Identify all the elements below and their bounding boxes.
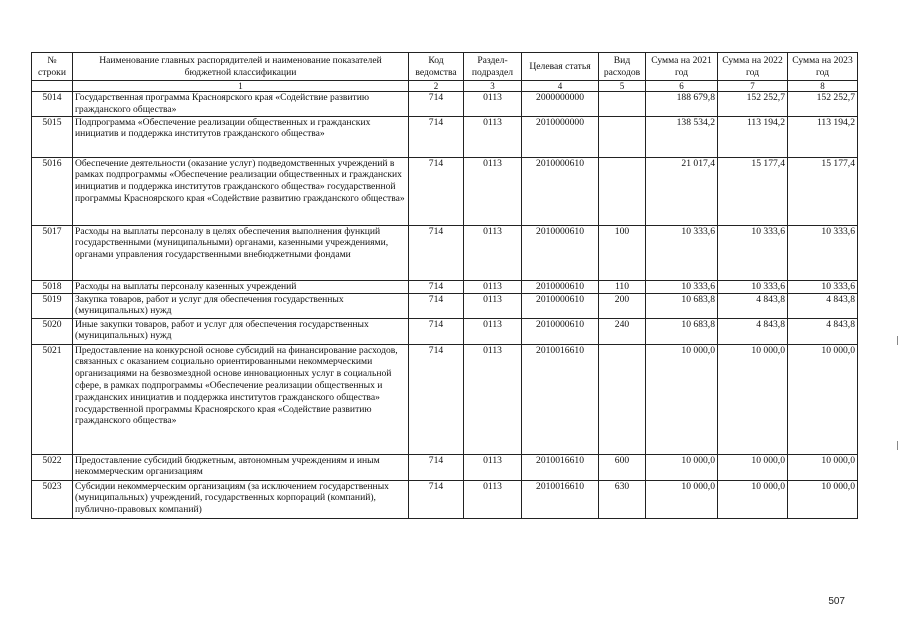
- header-sum-2021: Сумма на 2021 год: [646, 53, 718, 81]
- row-section: 0113: [464, 116, 522, 157]
- row-section: 0113: [464, 157, 522, 225]
- row-type: 630: [599, 480, 646, 518]
- row-section: 0113: [464, 318, 522, 344]
- row-sum-2023: 10 333,6: [788, 280, 858, 293]
- row-number: 5022: [32, 454, 73, 480]
- row-sum-2023: 10 000,0: [788, 480, 858, 518]
- row-number: 5018: [32, 280, 73, 293]
- row-section: 0113: [464, 454, 522, 480]
- row-sum-2022: 113 194,2: [718, 116, 788, 157]
- row-type: 200: [599, 293, 646, 318]
- row-sum-2021: 10 000,0: [646, 344, 718, 454]
- row-sum-2022: 10 000,0: [718, 454, 788, 480]
- row-code: 714: [409, 116, 464, 157]
- row-type: [599, 116, 646, 157]
- row-section: 0113: [464, 293, 522, 318]
- column-number: 4: [522, 81, 599, 92]
- row-section: 0113: [464, 225, 522, 280]
- row-sum-2021: 10 000,0: [646, 480, 718, 518]
- row-target: 2010000610: [522, 318, 599, 344]
- row-target: 2010000610: [522, 157, 599, 225]
- row-name: Субсидии некоммерческим организациям (за исключением государственных (муниципальных) учреждений, государственных корпораций (компаний), публично-правовых компаний): [73, 480, 409, 518]
- table-row: [32, 454, 858, 480]
- row-code: 714: [409, 344, 464, 454]
- table-row: [32, 225, 858, 280]
- header-sum-2022: Сумма на 2022 год: [718, 53, 788, 81]
- column-number: 7: [718, 81, 788, 92]
- row-name: Государственная программа Красноярского края «Содействие развитию гражданского общества»: [73, 92, 409, 117]
- column-number: 8: [788, 81, 858, 92]
- row-code: 714: [409, 280, 464, 293]
- row-sum-2023: 113 194,2: [788, 116, 858, 157]
- page-number: 507: [828, 596, 845, 607]
- scan-edge-mark: [897, 336, 898, 345]
- row-code: 714: [409, 225, 464, 280]
- column-number: 1: [73, 81, 409, 92]
- row-sum-2023: 15 177,4: [788, 157, 858, 225]
- row-sum-2021: 10 000,0: [646, 454, 718, 480]
- row-number: 5017: [32, 225, 73, 280]
- row-code: 714: [409, 454, 464, 480]
- row-sum-2022: 152 252,7: [718, 92, 788, 117]
- row-name: Иные закупки товаров, работ и услуг для обеспечения государственных (муниципальных) нужд: [73, 318, 409, 344]
- row-section: 0113: [464, 480, 522, 518]
- table-row: [32, 157, 858, 225]
- row-sum-2021: 10 333,6: [646, 280, 718, 293]
- row-sum-2022: 4 843,8: [718, 293, 788, 318]
- budget-table: [31, 52, 858, 519]
- table-row: [32, 318, 858, 344]
- row-type: [599, 92, 646, 117]
- row-target: 2010000610: [522, 280, 599, 293]
- row-name: Обеспечение деятельности (оказание услуг) подведомственных учреждений в рамках подпрограммы «Обеспечение реализации общественных и гражданских инициатив и поддержка институтов гражданского общества» государственной программы Красноярского края «Содействие развитию гражданского общества»: [73, 157, 409, 225]
- column-number: 6: [646, 81, 718, 92]
- row-number: 5016: [32, 157, 73, 225]
- row-section: 0113: [464, 92, 522, 117]
- row-sum-2021: 138 534,2: [646, 116, 718, 157]
- row-type: 110: [599, 280, 646, 293]
- row-sum-2022: 10 000,0: [718, 344, 788, 454]
- header-row: [32, 53, 858, 81]
- row-number: 5020: [32, 318, 73, 344]
- row-sum-2023: 4 843,8: [788, 318, 858, 344]
- column-number: [32, 81, 73, 92]
- row-type: 100: [599, 225, 646, 280]
- row-type: 600: [599, 454, 646, 480]
- table-row: [32, 92, 858, 117]
- row-sum-2021: 21 017,4: [646, 157, 718, 225]
- row-name: Расходы на выплаты персоналу в целях обеспечения выполнения функций государственными (муниципальными) органами, казенными учреждениями, органами управления государственными внебюджетными фондами: [73, 225, 409, 280]
- row-sum-2023: 4 843,8: [788, 293, 858, 318]
- table-row: [32, 344, 858, 454]
- table-row: [32, 293, 858, 318]
- header-target: Целевая статья: [522, 53, 599, 81]
- row-target: 2010016610: [522, 344, 599, 454]
- row-name: Закупка товаров, работ и услуг для обеспечения государственных (муниципальных) нужд: [73, 293, 409, 318]
- row-number: 5023: [32, 480, 73, 518]
- row-sum-2022: 10 333,6: [718, 225, 788, 280]
- row-target: 2000000000: [522, 92, 599, 117]
- header-row-no: № строки: [32, 53, 73, 81]
- header-type: Вид расходов: [599, 53, 646, 81]
- column-number: 2: [409, 81, 464, 92]
- row-sum-2021: 10 333,6: [646, 225, 718, 280]
- row-section: 0113: [464, 344, 522, 454]
- row-section: 0113: [464, 280, 522, 293]
- header-sum-2023: Сумма на 2023 год: [788, 53, 858, 81]
- column-number-row: [32, 81, 858, 92]
- row-code: 714: [409, 293, 464, 318]
- row-type: [599, 344, 646, 454]
- row-sum-2022: 4 843,8: [718, 318, 788, 344]
- row-sum-2022: 15 177,4: [718, 157, 788, 225]
- table-row: [32, 116, 858, 157]
- row-sum-2023: 10 000,0: [788, 454, 858, 480]
- row-sum-2023: 10 000,0: [788, 344, 858, 454]
- row-number: 5021: [32, 344, 73, 454]
- row-name: Подпрограмма «Обеспечение реализации общественных и гражданских инициатив и поддержка институтов гражданского общества»: [73, 116, 409, 157]
- column-number: 5: [599, 81, 646, 92]
- scan-edge-mark: [897, 441, 898, 450]
- row-number: 5014: [32, 92, 73, 117]
- row-number: 5019: [32, 293, 73, 318]
- row-target: 2010016610: [522, 480, 599, 518]
- row-number: 5015: [32, 116, 73, 157]
- row-sum-2021: 10 683,8: [646, 293, 718, 318]
- row-name: Предоставление субсидий бюджетным, автономным учреждениям и иным некоммерческим организациям: [73, 454, 409, 480]
- row-type: [599, 157, 646, 225]
- table-row: [32, 280, 858, 293]
- row-name: Расходы на выплаты персоналу казенных учреждений: [73, 280, 409, 293]
- table-row: [32, 480, 858, 518]
- row-code: 714: [409, 480, 464, 518]
- header-name: Наименование главных распорядителей и наименование показателей бюджетной классификации: [73, 53, 409, 81]
- row-target: 2010000610: [522, 225, 599, 280]
- row-sum-2023: 152 252,7: [788, 92, 858, 117]
- row-target: 2010000610: [522, 293, 599, 318]
- row-code: 714: [409, 92, 464, 117]
- column-number: 3: [464, 81, 522, 92]
- row-sum-2021: 10 683,8: [646, 318, 718, 344]
- row-name: Предоставление на конкурсной основе субсидий на финансирование расходов, связанных с оказанием социально ориентированными некоммерческими организациями на безвозмездной основе инновационных услуг в социальной сфере, в рамках подпрограммы «Обеспечение реализации общественных и гражданских инициатив и поддержка институтов гражданского общества» государственной программы Красноярского края «Содействие развитию гражданского общества»: [73, 344, 409, 454]
- header-section: Раздел-подраздел: [464, 53, 522, 81]
- row-sum-2023: 10 333,6: [788, 225, 858, 280]
- row-sum-2021: 188 679,8: [646, 92, 718, 117]
- row-sum-2022: 10 333,6: [718, 280, 788, 293]
- row-target: 2010016610: [522, 454, 599, 480]
- row-code: 714: [409, 157, 464, 225]
- row-sum-2022: 10 000,0: [718, 480, 788, 518]
- row-code: 714: [409, 318, 464, 344]
- header-code: Код ведомства: [409, 53, 464, 81]
- row-type: 240: [599, 318, 646, 344]
- row-target: 2010000000: [522, 116, 599, 157]
